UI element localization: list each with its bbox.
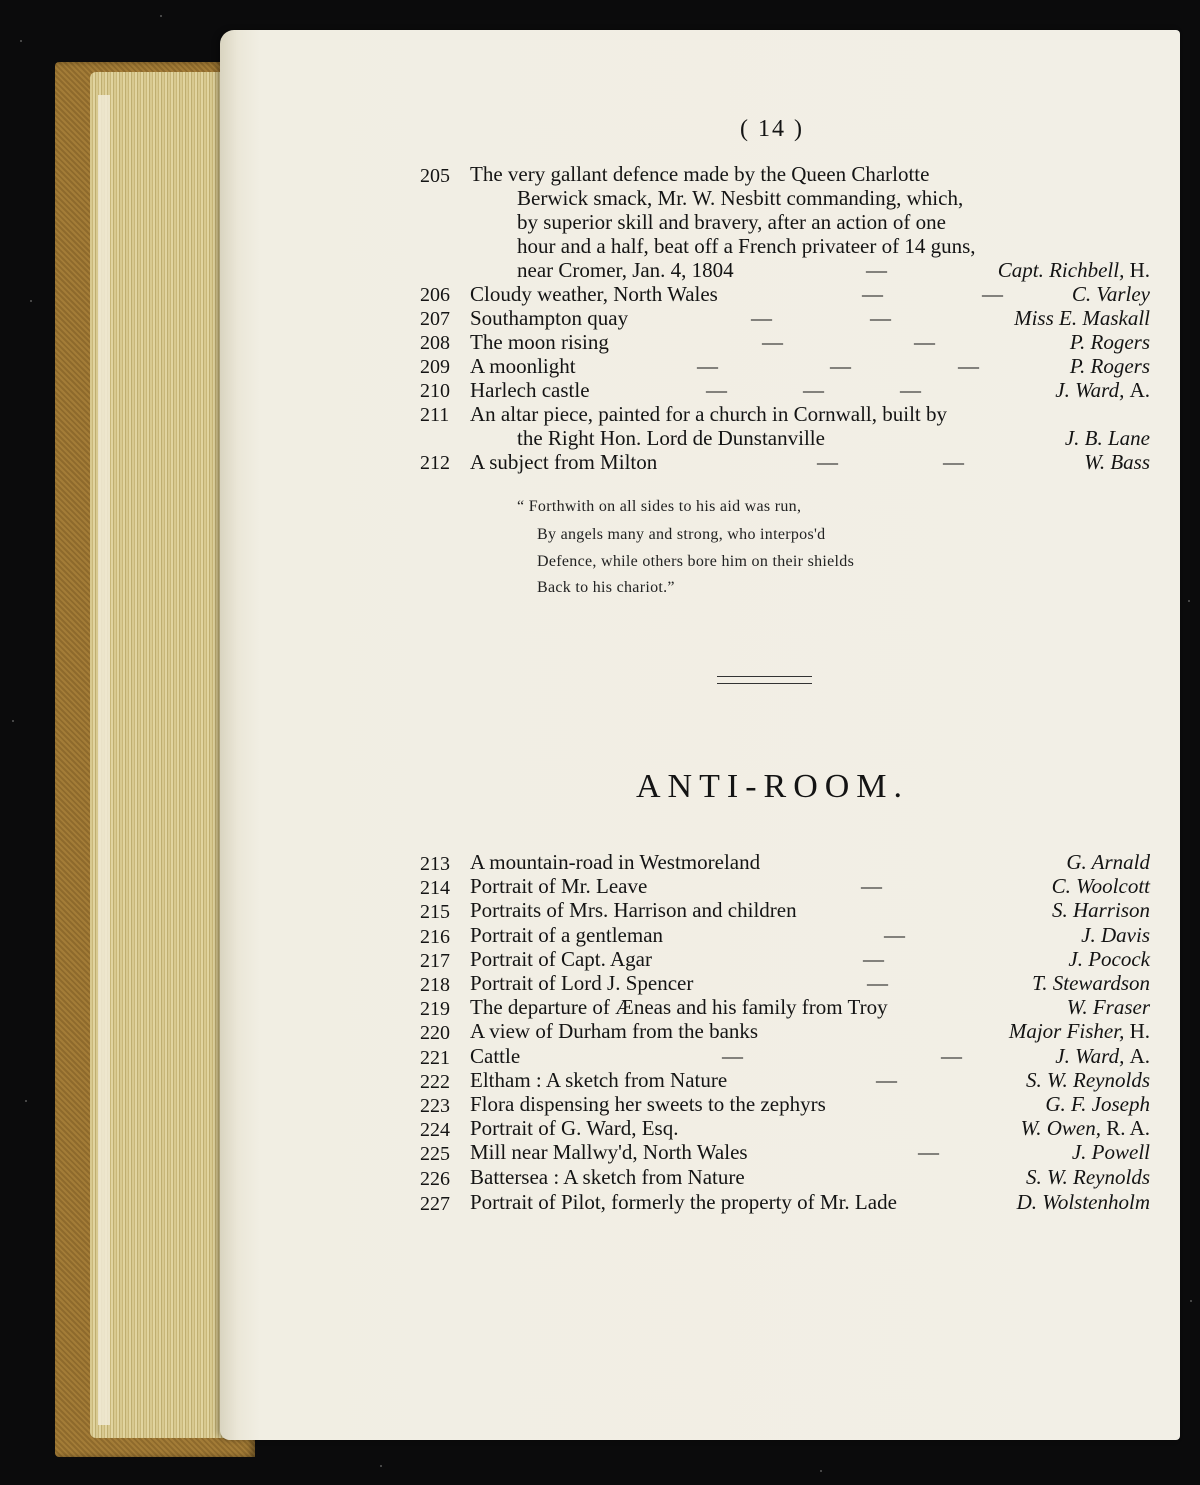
entry-artist: G. Arnald — [1066, 850, 1150, 874]
entry-artist: P. Rogers — [1069, 330, 1150, 354]
artist-suffix: A. — [1129, 378, 1150, 402]
background-speck — [30, 300, 32, 302]
artist-name: J. Ward, — [1055, 1044, 1125, 1068]
entry-number: 207 — [420, 308, 450, 330]
entry-title-continued: the Right Hon. Lord de Dunstanville — [517, 426, 825, 450]
entry-title: Portrait of G. Ward, Esq. — [470, 1116, 679, 1140]
entry-number: 223 — [420, 1095, 450, 1117]
entry-artist: P. Rogers — [1069, 354, 1150, 378]
entry-artist — [1009, 1019, 1150, 1043]
dash-leader: — — [867, 971, 888, 995]
room-heading: ANTI-ROOM. — [636, 768, 910, 805]
entry-number: 214 — [420, 877, 450, 899]
dash-leader: — — [918, 1140, 939, 1164]
entry-number: 216 — [420, 926, 450, 948]
entry-number: 221 — [420, 1047, 450, 1069]
entry-artist: S. W. Reynolds — [1025, 1068, 1150, 1092]
entry-artist — [998, 258, 1150, 282]
entry-title: Portrait of a gentleman — [470, 923, 664, 947]
entry-title: A mountain-road in Westmoreland — [470, 850, 761, 874]
artist-name: W. Owen, — [1020, 1116, 1101, 1140]
artist-name: Major Fisher, — [1008, 1019, 1125, 1043]
entry-title: The very gallant defence made by the Queen Charlotte — [470, 162, 930, 186]
entry-title: Harlech castle — [470, 378, 590, 402]
entry-artist: S. W. Reynolds — [1025, 1165, 1150, 1189]
entry-artist: J. Davis — [1081, 923, 1150, 947]
entry-title: Portrait of Lord J. Spencer — [470, 971, 694, 995]
dash-leader: — — [722, 1044, 743, 1068]
artist-suffix: H. — [1129, 1019, 1150, 1043]
entry-title-continued: near Cromer, Jan. 4, 1804 — [517, 258, 734, 282]
entry-number: 209 — [420, 356, 450, 378]
entry-title: A subject from Milton — [470, 450, 658, 474]
entry-artist — [1055, 1044, 1150, 1068]
page-number: ( 14 ) — [740, 116, 804, 142]
dash-leader: — — [958, 354, 979, 378]
dash-leader: — — [830, 354, 851, 378]
entry-artist: S. Harrison — [1051, 898, 1150, 922]
entry-title-continued: hour and a half, beat off a French privateer of 14 guns, — [517, 234, 976, 258]
entry-title: The moon rising — [470, 330, 609, 354]
entry-artist: G. F. Joseph — [1045, 1092, 1150, 1116]
entry-title: Portrait of Capt. Agar — [470, 947, 652, 971]
dash-leader: — — [941, 1044, 962, 1068]
entry-artist — [1055, 378, 1150, 402]
entry-number: 215 — [420, 901, 450, 923]
entry-title: An altar piece, painted for a church in Cornwall, built by — [470, 402, 948, 426]
entry-number: 210 — [420, 380, 450, 402]
entry-number: 211 — [420, 404, 450, 426]
dash-leader: — — [862, 282, 883, 306]
background-speck — [1190, 1300, 1192, 1302]
background-speck — [160, 15, 162, 17]
entry-artist: J. B. Lane — [1064, 426, 1150, 450]
dash-leader: — — [803, 378, 824, 402]
entry-artist: C. Varley — [1071, 282, 1150, 306]
background-speck — [20, 40, 22, 42]
entry-title: A moonlight — [470, 354, 576, 378]
entry-artist: W. Fraser — [1066, 995, 1150, 1019]
dash-leader: — — [817, 450, 838, 474]
quote-line: By angels many and strong, who interpos'd — [537, 526, 826, 543]
entry-number: 219 — [420, 998, 450, 1020]
entry-title: Cattle — [470, 1044, 521, 1068]
dash-leader: — — [697, 354, 718, 378]
background-speck — [25, 1100, 27, 1102]
entry-number: 217 — [420, 950, 450, 972]
entry-number: 212 — [420, 452, 450, 474]
quote-line: Defence, while others bore him on their shields — [537, 553, 855, 570]
entry-title-continued: Berwick smack, Mr. W. Nesbitt commanding, which, — [517, 186, 964, 210]
entry-number: 227 — [420, 1193, 450, 1215]
artist-name: J. Ward, — [1055, 378, 1125, 402]
entry-artist: J. Pocock — [1068, 947, 1150, 971]
entry-number: 205 — [420, 165, 450, 187]
entry-title: Portraits of Mrs. Harrison and children — [470, 898, 797, 922]
quote-line: “ Forthwith on all sides to his aid was run, — [517, 498, 802, 515]
entry-title: Eltham : A sketch from Nature — [470, 1068, 728, 1092]
section-divider — [717, 676, 812, 684]
artist-suffix: A. — [1129, 1044, 1150, 1068]
quote-line: Back to his chariot.” — [537, 579, 675, 596]
entry-title: Southampton quay — [470, 306, 629, 330]
background-speck — [380, 1465, 382, 1467]
entry-number: 222 — [420, 1071, 450, 1093]
entry-number: 226 — [420, 1168, 450, 1190]
entry-title: Flora dispensing her sweets to the zephyrs — [470, 1092, 826, 1116]
artist-name: Capt. Richbell, — [997, 258, 1125, 282]
dash-leader: — — [863, 947, 884, 971]
entry-artist: J. Powell — [1071, 1140, 1150, 1164]
page-edge-highlight — [98, 95, 110, 1425]
background-speck — [1188, 600, 1190, 602]
dash-leader: — — [762, 330, 783, 354]
entry-title-continued: by superior skill and bravery, after an action of one — [517, 210, 946, 234]
entry-title: The departure of Æneas and his family from Troy — [470, 995, 888, 1019]
dash-leader: — — [870, 306, 891, 330]
entry-number: 213 — [420, 853, 450, 875]
dash-leader: — — [914, 330, 935, 354]
dash-leader: — — [943, 450, 964, 474]
artist-suffix: H. — [1129, 258, 1150, 282]
dash-leader: — — [884, 923, 905, 947]
entry-number: 206 — [420, 284, 450, 306]
dash-leader: — — [900, 378, 921, 402]
entry-title: Mill near Mallwy'd, North Wales — [470, 1140, 748, 1164]
entry-title: A view of Durham from the banks — [470, 1019, 759, 1043]
background-speck — [12, 720, 14, 722]
entry-artist: W. Bass — [1084, 450, 1150, 474]
entry-number: 220 — [420, 1022, 450, 1044]
artist-suffix: R. A. — [1106, 1116, 1150, 1140]
background-speck — [820, 1470, 822, 1472]
entry-title: Cloudy weather, North Wales — [470, 282, 718, 306]
entry-artist: T. Stewardson — [1032, 971, 1150, 995]
entry-number: 225 — [420, 1143, 450, 1165]
entry-artist — [1021, 1116, 1150, 1140]
entry-artist: D. Wolstenholm — [1016, 1190, 1150, 1214]
dash-leader: — — [866, 258, 887, 282]
entry-title: Battersea : A sketch from Nature — [470, 1165, 745, 1189]
entry-artist: Miss E. Maskall — [1014, 306, 1150, 330]
entry-number: 224 — [420, 1119, 450, 1141]
entry-number: 208 — [420, 332, 450, 354]
dash-leader: — — [706, 378, 727, 402]
entry-artist: C. Woolcott — [1051, 874, 1150, 898]
dash-leader: — — [751, 306, 772, 330]
dash-leader: — — [982, 282, 1003, 306]
entry-number: 218 — [420, 974, 450, 996]
dash-leader: — — [861, 874, 882, 898]
entry-title: Portrait of Pilot, formerly the property of Mr. Lade — [470, 1190, 897, 1214]
entry-title: Portrait of Mr. Leave — [470, 874, 648, 898]
dash-leader: — — [876, 1068, 897, 1092]
